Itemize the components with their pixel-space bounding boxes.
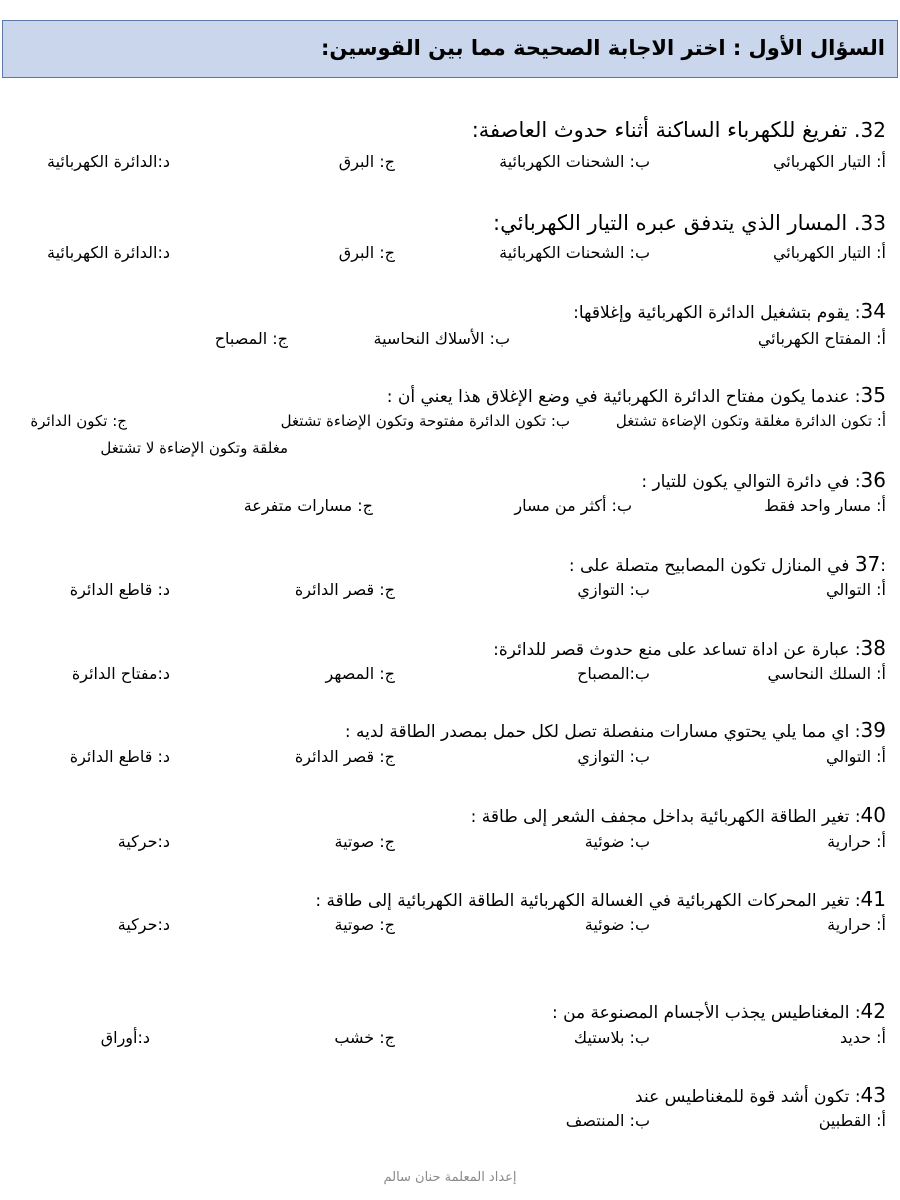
option-b[interactable]: ب: الأسلاك النحاسية [373, 329, 510, 348]
question-40 [471, 803, 886, 827]
option-b[interactable]: ب: الشحنات الكهربائية [499, 152, 650, 171]
question-number: 35 [860, 383, 886, 407]
question-32 [472, 118, 886, 142]
question-text: : تغير الطاقة الكهربائية بداخل مجفف الشعر إلى طاقة : [470, 807, 861, 827]
option-d[interactable]: د:أوراق [100, 1028, 150, 1047]
question-number: 34 [860, 299, 886, 323]
question-36 [641, 468, 886, 492]
question-42 [552, 999, 886, 1023]
option-b[interactable]: ب: التوازي [577, 580, 650, 599]
option-d[interactable]: د: قاطع الدائرة [69, 747, 170, 766]
option-a[interactable]: أ: المفتاح الكهربائي [757, 329, 886, 348]
footer-credit: إعداد المعلمة حنان سالم [383, 1170, 517, 1185]
option-c[interactable]: ج: خشب [334, 1028, 395, 1047]
option-a[interactable]: أ: التيار الكهربائي [772, 243, 886, 262]
question-43 [635, 1083, 886, 1107]
option-c[interactable]: ج: البرق [338, 152, 395, 171]
question-number: 32 [860, 118, 886, 142]
option-a[interactable]: أ: التوالي [826, 580, 886, 599]
question-text: : اي مما يلي يحتوي مسارات منفصلة تصل لكل حمل بمصدر الطاقة لديه : [344, 722, 861, 742]
option-a[interactable]: أ: مسار واحد فقط [764, 496, 886, 515]
question-35 [387, 383, 886, 407]
option-c[interactable]: ج: المصهر [325, 664, 395, 683]
option-c[interactable]: ج: البرق [338, 243, 395, 262]
question-38 [493, 636, 886, 660]
option-b[interactable]: ب: بلاستيك [573, 1028, 650, 1047]
option-c[interactable]: ج: صوتية [334, 832, 395, 851]
option-b[interactable]: ب: المنتصف [565, 1111, 650, 1130]
question-text: . المسار الذي يتدفق عبره التيار الكهربائي: [493, 211, 861, 235]
question-number: 41 [860, 887, 886, 911]
option-d[interactable]: د:حركية [117, 832, 170, 851]
option-d[interactable]: د:الدائرة الكهربائية [47, 152, 170, 171]
question-number: 33 [860, 211, 886, 235]
question-number: 39 [860, 718, 886, 742]
option-d[interactable]: د: قاطع الدائرة [69, 580, 170, 599]
question-number: 37 [854, 552, 881, 576]
option-c[interactable]: ج: مسارات متفرعة [243, 496, 373, 515]
option-b[interactable]: ب: التوازي [577, 747, 650, 766]
question-39 [345, 718, 886, 742]
question-text: : عبارة عن اداة تساعد على منع حدوث قصر للدائرة: [493, 640, 861, 660]
question-number: 42 [860, 999, 886, 1023]
question-number: 43 [860, 1083, 886, 1107]
option-c-continued: مغلقة وتكون الإضاءة لا تشتغل [100, 439, 288, 457]
option-c[interactable]: ج: قصر الدائرة [294, 747, 395, 766]
question-text: : يقوم بتشغيل الدائرة الكهربائية وإغلاقها: [573, 303, 861, 323]
option-d[interactable]: د:حركية [117, 915, 170, 934]
option-a[interactable]: أ: السلك النحاسي [767, 664, 886, 683]
option-b[interactable]: ب: ضوئية [584, 832, 650, 851]
question-text: : عندما يكون مفتاح الدائرة الكهربائية في وضع الإغلاق هذا يعني أن : [386, 387, 861, 407]
option-d[interactable]: د:مفتاح الدائرة [71, 664, 170, 683]
question-41 [315, 887, 886, 911]
question-text: : تغير المحركات الكهربائية في الغسالة الكهربائية الطاقة الكهربائية إلى طاقة : [315, 891, 861, 911]
section-header [2, 20, 898, 78]
option-a[interactable]: أ: حرارية [827, 832, 886, 851]
question-number: 40 [860, 803, 886, 827]
option-a[interactable]: أ: تكون الدائرة مغلقة وتكون الإضاءة تشتغل [615, 412, 886, 430]
option-a[interactable]: أ: حرارية [827, 915, 886, 934]
option-b[interactable]: ب: تكون الدائرة مفتوحة وتكون الإضاءة تشتغل [280, 412, 570, 430]
option-d[interactable]: د:الدائرة الكهربائية [47, 243, 170, 262]
option-b[interactable]: ب: أكثر من مسار [514, 496, 632, 515]
question-text: . تفريغ للكهرباء الساكنة أثناء حدوث العاصفة: [471, 118, 861, 142]
option-a[interactable]: أ: القطبين [818, 1111, 886, 1130]
option-c[interactable]: ج: قصر الدائرة [294, 580, 395, 599]
question-number: 38 [860, 636, 886, 660]
option-a[interactable]: أ: التوالي [826, 747, 886, 766]
question-text: : في دائرة التوالي يكون للتيار : [641, 472, 861, 492]
question-37 [569, 552, 886, 576]
question-prefix: : [880, 556, 886, 576]
question-34 [573, 299, 886, 323]
option-b[interactable]: ب: ضوئية [584, 915, 650, 934]
option-a[interactable]: أ: حديد [839, 1028, 886, 1047]
option-c[interactable]: ج: المصباح [214, 329, 288, 348]
question-33 [493, 211, 886, 235]
option-b[interactable]: ب:المصباح [577, 664, 650, 683]
question-text: : تكون أشد قوة للمغناطيس عند [635, 1087, 861, 1107]
question-text: : المغناطيس يجذب الأجسام المصنوعة من : [551, 1003, 861, 1023]
option-c[interactable]: ج: صوتية [334, 915, 395, 934]
question-number: 36 [860, 468, 886, 492]
option-a[interactable]: أ: التيار الكهربائي [772, 152, 886, 171]
section-title: السؤال الأول : اختر الاجابة الصحيحة مما بين القوسين: [320, 36, 885, 60]
option-b[interactable]: ب: الشحنات الكهربائية [499, 243, 650, 262]
question-text: في المنازل تكون المصابيح متصلة على : [568, 556, 855, 576]
option-c[interactable]: ج: تكون الدائرة [30, 412, 127, 430]
